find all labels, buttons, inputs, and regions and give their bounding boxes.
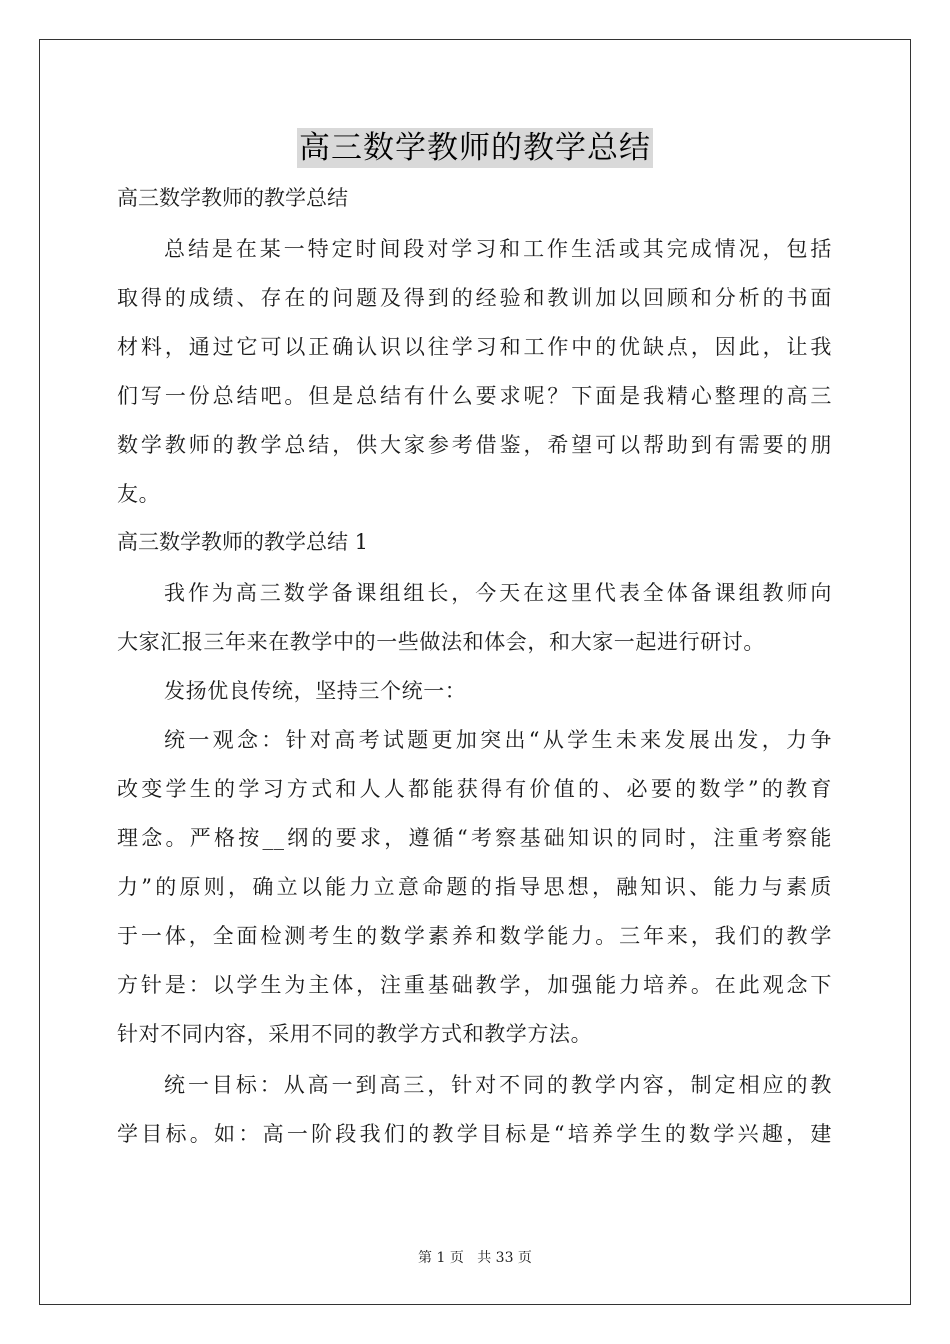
- page-footer: [0, 1247, 950, 1267]
- text-line: 材料，通过它可以正确认识以往学习和工作中的优缺点，因此，让我: [117, 335, 832, 359]
- text-line: 友。: [117, 482, 161, 506]
- paragraph-3: [117, 716, 832, 1059]
- title-block: [0, 128, 950, 168]
- document-subtitle: 高三数学教师的教学总结: [117, 186, 348, 210]
- intro-paragraph: [117, 225, 832, 519]
- text-line: 数学教师的教学总结，供大家参考借鉴，希望可以帮助到有需要的朋: [117, 433, 832, 457]
- paragraph-4: [117, 1061, 832, 1159]
- text-line: 大家汇报三年来在教学中的一些做法和体会，和大家一起进行研讨。: [117, 630, 765, 654]
- text-line: 取得的成绩、存在的问题及得到的经验和教训加以回顾和分析的书面: [117, 286, 832, 310]
- paragraph-1: [117, 569, 832, 667]
- section-heading: 高三数学教师的教学总结 1: [117, 530, 369, 554]
- text-line: 力”的原则，确立以能力立意命题的指导思想，融知识、能力与素质: [117, 875, 832, 899]
- text-line: 我作为高三数学备课组组长，今天在这里代表全体备课组教师向: [164, 581, 832, 605]
- text-line: 们写一份总结吧。但是总结有什么要求呢？下面是我精心整理的高三: [117, 384, 832, 408]
- text-line: 理念。严格按__纲的要求，遵循“考察基础知识的同时，注重考察能: [117, 826, 832, 850]
- text-line: 统一观念：针对高考试题更加突出“从学生未来发展出发，力争: [164, 728, 832, 752]
- page-number: 第 1 页: [418, 1250, 464, 1266]
- text-line: 针对不同内容，采用不同的教学方式和教学方法。: [117, 1022, 593, 1046]
- text-line: 方针是：以学生为主体，注重基础教学，加强能力培养。在此观念下: [117, 973, 832, 997]
- text-line: 学目标。如：高一阶段我们的教学目标是“培养学生的数学兴趣，建: [117, 1122, 832, 1146]
- text-line: 统一目标：从高一到高三，针对不同的教学内容，制定相应的教: [164, 1073, 832, 1097]
- paragraph-2: 发扬优良传统，坚持三个统一：: [164, 679, 467, 703]
- text-line: 总结是在某一特定时间段对学习和工作生活或其完成情况，包括: [164, 237, 832, 261]
- page-total: 共 33 页: [477, 1250, 532, 1266]
- document-body: [117, 175, 832, 1159]
- text-line: 于一体，全面检测考生的数学素养和数学能力。三年来，我们的教学: [117, 924, 832, 948]
- document-title: 高三数学教师的教学总结: [299, 130, 651, 166]
- text-line: 改变学生的学习方式和人人都能获得有价值的、必要的数学”的教育: [117, 777, 832, 801]
